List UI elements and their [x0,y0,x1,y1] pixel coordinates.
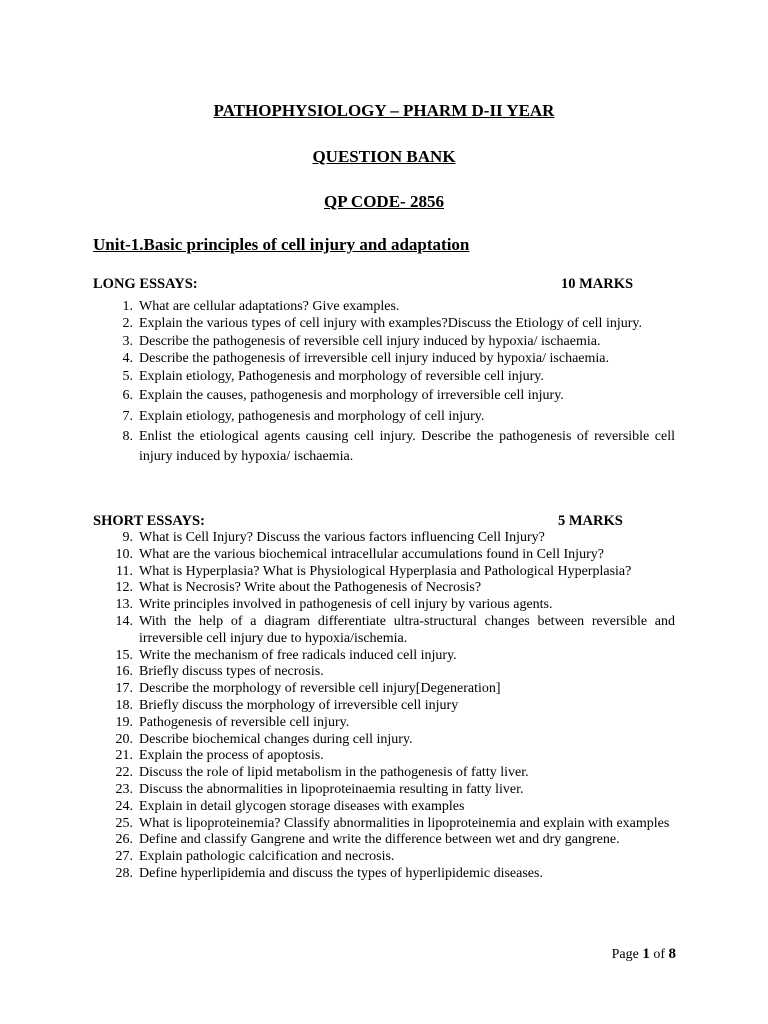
question-number: 14. [115,613,133,629]
question-text: Explain pathologic calcification and necrosis. [139,849,395,865]
question-text: Pathogenesis of reversible cell injury. [139,714,350,730]
question-item [93,648,675,665]
question-item [93,547,675,564]
question-number: 13. [115,597,133,613]
question-text: Briefly discuss types of necrosis. [139,664,324,680]
question-text: With the help of a diagram differentiate ultra-structural changes between reversible and irreversible cell injury due to hypoxia/ischemia. [139,613,675,646]
question-number: 7. [122,408,133,424]
short-essays-list [93,530,675,883]
unit-title: Unit-1.Basic principles of cell injury and adaptation [93,235,470,254]
long-essays-marks: 10 MARKS [561,276,634,292]
short-essays-heading [93,513,653,530]
long-essays-list [93,299,675,468]
question-text: Write principles involved in pathogenesis of cell injury by various agents. [139,597,553,613]
question-item [93,427,675,467]
question-number: 12. [115,580,133,596]
question-number: 5. [122,368,133,384]
question-text: Briefly discuss the morphology of irreversible cell injury [139,697,459,713]
question-text: Write the mechanism of free radicals induced cell injury. [139,647,457,663]
question-text: Define and classify Gangrene and write the difference between wet and dry gangrene. [139,832,620,848]
question-number: 15. [115,647,133,663]
question-number: 2. [122,316,133,332]
question-item [93,782,675,799]
question-item [93,407,675,427]
question-item [93,866,675,883]
question-text: What is Cell Injury? Discuss the various factors influencing Cell Injury? [139,530,545,545]
question-text: Explain the process of apoptosis. [139,748,324,764]
question-number: 21. [115,748,133,764]
question-bank-heading: QUESTION BANK [312,147,456,166]
question-text: What are cellular adaptations? Give examples. [139,299,400,314]
question-number: 28. [115,865,133,881]
question-number: 22. [115,765,133,781]
question-number: 24. [115,798,133,814]
total-pages-number: 8 [668,946,676,962]
long-essays-heading [93,276,653,293]
question-item [93,299,675,316]
current-page-number: 1 [642,946,650,962]
question-item [93,732,675,749]
question-text: Describe the pathogenesis of irreversible cell injury induced by hypoxia/ ischaemia. [139,351,610,367]
question-text: Explain etiology, pathogenesis and morphology of cell injury. [139,408,485,424]
question-text: Define hyperlipidemia and discuss the types of hyperlipidemic diseases. [139,865,543,881]
question-text: What is lipoproteinemia? Classify abnormalities in lipoproteinemia and explain with examples [139,815,670,831]
question-text: What is Hyperplasia? What is Physiological Hyperplasia and Pathological Hyperplasia? [139,563,632,579]
long-essays-label: LONG ESSAYS: [93,276,198,292]
question-item [93,351,675,368]
question-item [93,386,675,406]
question-item [93,849,675,866]
question-number: 20. [115,731,133,747]
of-label: of [653,947,665,962]
question-number: 23. [115,781,133,797]
question-number: 8. [122,429,133,445]
question-text: Describe the pathogenesis of reversible cell injury induced by hypoxia/ ischaemia. [139,333,601,349]
question-number: 18. [115,697,133,713]
question-item [93,816,675,833]
question-text: What is Necrosis? Write about the Pathogenesis of Necrosis? [139,580,482,596]
question-item [93,765,675,782]
question-text: Explain the various types of cell injury with examples?Discuss the Etiology of cell injury. [139,316,642,332]
question-number: 16. [115,664,133,680]
question-text: What are the various biochemical intracellular accumulations found in Cell Injury? [139,546,604,562]
question-item [93,580,675,597]
short-essays-label: SHORT ESSAYS: [93,513,205,529]
page-label: Page [611,947,639,962]
question-text: Explain in detail glycogen storage diseases with examples [139,798,465,814]
question-item [93,681,675,698]
question-number: 6. [122,387,133,403]
question-item [93,334,675,351]
question-item [93,597,675,614]
short-essays-marks: 5 MARKS [558,513,623,529]
question-item [93,748,675,765]
page-title: PATHOPHYSIOLOGY – PHARM D-II YEAR [213,101,555,120]
question-text: Enlist the etiological agents causing cell injury. Describe the pathogenesis of reversible cell injury induced by hypoxia/ ischaemia. [139,429,675,465]
question-number: 9. [122,530,133,545]
question-text: Describe biochemical changes during cell injury. [139,731,413,747]
question-item [93,698,675,715]
question-item [93,832,675,849]
question-number: 26. [115,832,133,848]
question-item [93,614,675,648]
question-number: 27. [115,849,133,865]
question-text: Describe the morphology of reversible cell injury[Degeneration] [139,681,501,697]
question-text: Discuss the abnormalities in lipoproteinaemia resulting in fatty liver. [139,781,524,797]
page-footer [612,946,676,963]
question-text: Explain etiology, Pathogenesis and morphology of reversible cell injury. [139,368,544,384]
question-number: 4. [122,351,133,367]
question-item [93,715,675,732]
question-number: 11. [116,563,133,579]
question-number: 25. [115,815,133,831]
question-item [93,664,675,681]
qp-code-heading: QP CODE- 2856 [324,192,444,211]
question-text: Discuss the role of lipid metabolism in the pathogenesis of fatty liver. [139,765,529,781]
question-item [93,316,675,333]
question-text: Explain the causes, pathogenesis and morphology of irreversible cell injury. [139,387,564,403]
question-number: 1. [122,299,133,314]
question-item [93,369,675,386]
question-number: 19. [115,714,133,730]
question-number: 17. [115,681,133,697]
question-number: 3. [122,333,133,349]
question-item [93,799,675,816]
question-item [93,564,675,581]
question-item [93,530,675,547]
question-number: 10. [115,546,133,562]
